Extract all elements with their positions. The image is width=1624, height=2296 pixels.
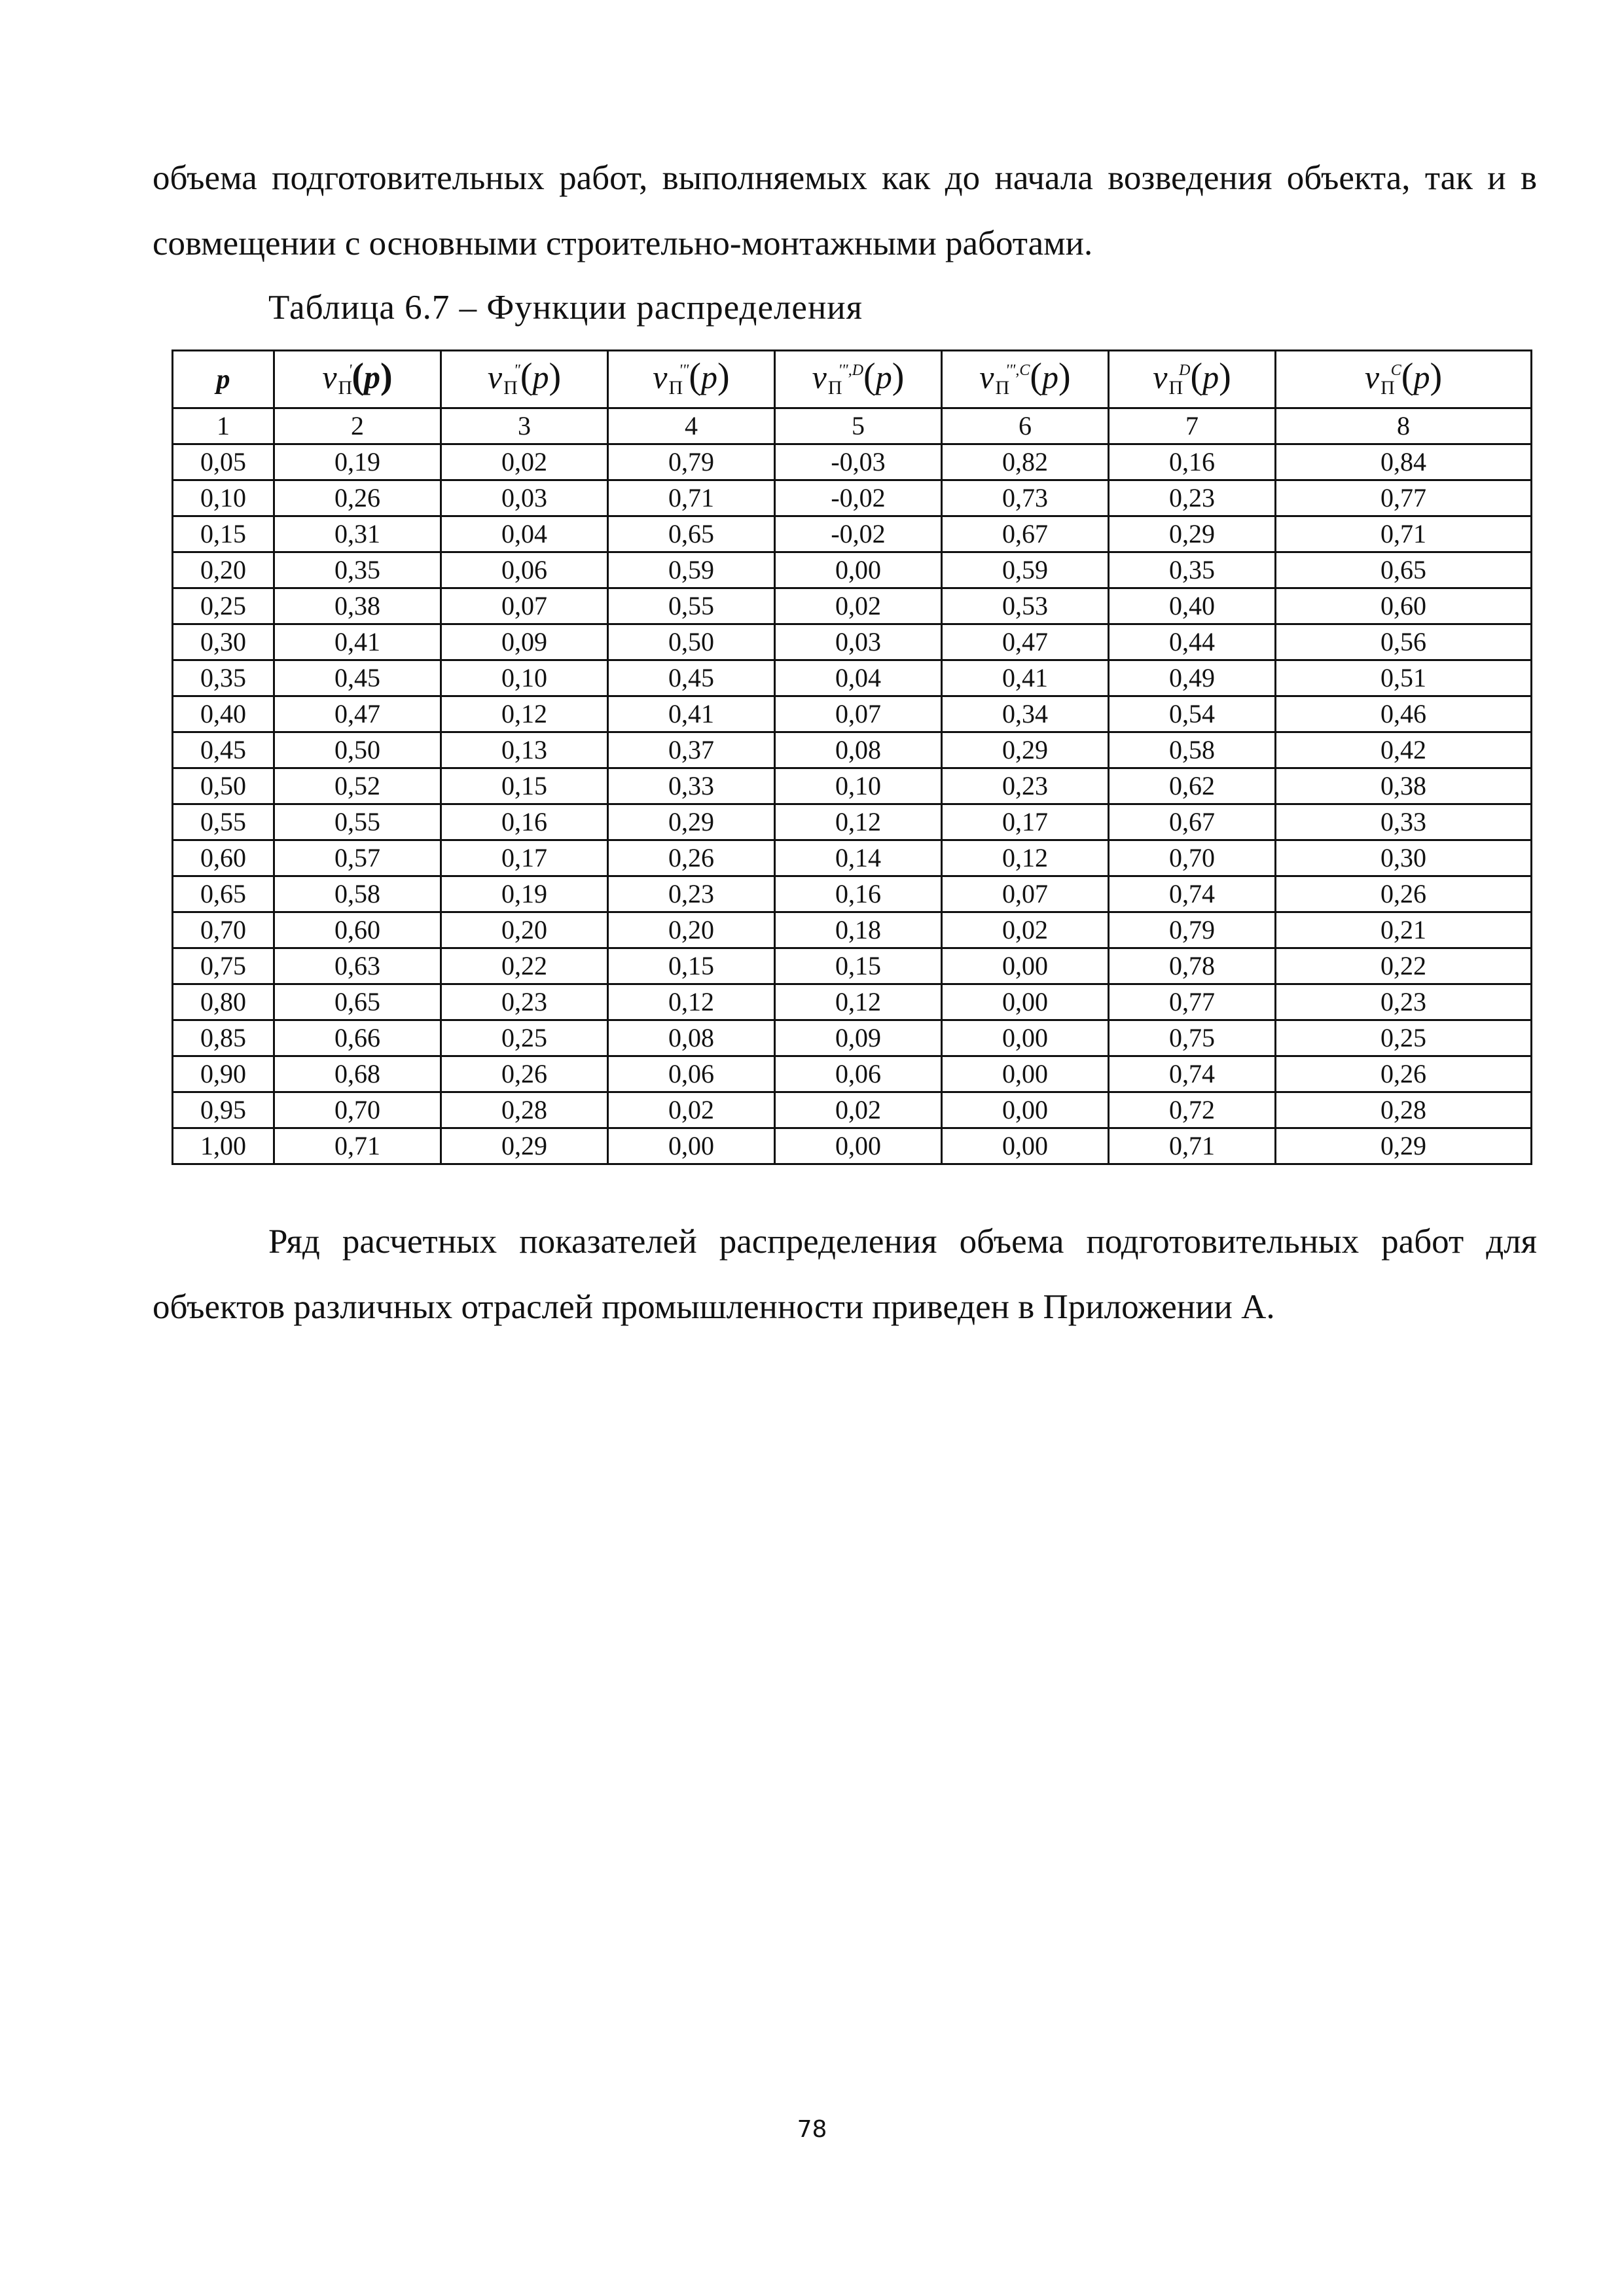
table-cell: 0,50 bbox=[173, 768, 274, 804]
table-cell: 0,55 bbox=[608, 588, 775, 624]
table-cell: 0,02 bbox=[441, 444, 608, 480]
header-col-6: $v_П^{'",C}(p)$ bbox=[942, 351, 1109, 408]
table-cell: 0,09 bbox=[441, 624, 608, 660]
table-cell: 0,44 bbox=[1109, 624, 1276, 660]
table-cell: 0,29 bbox=[441, 1128, 608, 1164]
table-row bbox=[173, 840, 1532, 876]
table-cell: 0,59 bbox=[942, 552, 1109, 588]
table-cell: 0,16 bbox=[1109, 444, 1276, 480]
table-row bbox=[173, 480, 1532, 516]
table-cell: 0,63 bbox=[274, 948, 441, 984]
table-cell: 0,02 bbox=[775, 1092, 942, 1128]
table-cell: 0,07 bbox=[441, 588, 608, 624]
table-cell: -0,02 bbox=[775, 480, 942, 516]
table-cell: 0,31 bbox=[274, 516, 441, 552]
table-cell: 6 bbox=[942, 408, 1109, 444]
table-cell: 0,45 bbox=[173, 732, 274, 768]
table-cell: 2 bbox=[274, 408, 441, 444]
table-cell: 0,07 bbox=[775, 696, 942, 732]
table-cell: 0,12 bbox=[775, 804, 942, 840]
table-cell: 0,41 bbox=[274, 624, 441, 660]
table-row bbox=[173, 624, 1532, 660]
table-cell: 0,45 bbox=[274, 660, 441, 696]
table-cell: 0,23 bbox=[1276, 984, 1532, 1020]
table-cell: 0,58 bbox=[274, 876, 441, 912]
header-p: p bbox=[173, 351, 274, 408]
table-cell: 0,65 bbox=[608, 516, 775, 552]
table-cell: 0,17 bbox=[942, 804, 1109, 840]
table-row bbox=[173, 948, 1532, 984]
table-cell: 0,33 bbox=[1276, 804, 1532, 840]
table-cell: 0,42 bbox=[1276, 732, 1532, 768]
table-cell: 0,80 bbox=[173, 984, 274, 1020]
table-cell: 0,49 bbox=[1109, 660, 1276, 696]
table-cell: 0,75 bbox=[173, 948, 274, 984]
table-cell: 0,70 bbox=[173, 912, 274, 948]
table-cell: 0,00 bbox=[942, 984, 1109, 1020]
table-row bbox=[173, 552, 1532, 588]
table-cell: 0,00 bbox=[942, 1056, 1109, 1092]
table-cell: 0,52 bbox=[274, 768, 441, 804]
table-cell: 0,67 bbox=[942, 516, 1109, 552]
table-cell: 0,95 bbox=[173, 1092, 274, 1128]
table-cell: 0,79 bbox=[608, 444, 775, 480]
table-cell: 0,00 bbox=[942, 1020, 1109, 1056]
table-row bbox=[173, 1056, 1532, 1092]
table-cell: 0,58 bbox=[1109, 732, 1276, 768]
table-cell: 0,00 bbox=[775, 1128, 942, 1164]
table-cell: 0,56 bbox=[1276, 624, 1532, 660]
table-cell: 0,29 bbox=[1109, 516, 1276, 552]
table-cell: 0,00 bbox=[942, 1092, 1109, 1128]
table-cell: 0,15 bbox=[608, 948, 775, 984]
table-cell: 0,09 bbox=[775, 1020, 942, 1056]
table-cell: 3 bbox=[441, 408, 608, 444]
table-cell: 0,10 bbox=[173, 480, 274, 516]
table-cell: 0,55 bbox=[274, 804, 441, 840]
table-cell: 0,12 bbox=[608, 984, 775, 1020]
table-cell: 0,35 bbox=[1109, 552, 1276, 588]
table-cell: 0,20 bbox=[441, 912, 608, 948]
table-cell: 0,26 bbox=[274, 480, 441, 516]
table-cell: 0,38 bbox=[1276, 768, 1532, 804]
table-cell: 0,04 bbox=[775, 660, 942, 696]
table-cell: 0,15 bbox=[441, 768, 608, 804]
table-row bbox=[173, 804, 1532, 840]
table-cell: 0,00 bbox=[775, 552, 942, 588]
table-cell: 1 bbox=[173, 408, 274, 444]
table-cell: 0,40 bbox=[1109, 588, 1276, 624]
table-cell: 0,47 bbox=[274, 696, 441, 732]
table-row bbox=[173, 912, 1532, 948]
table-cell: 0,41 bbox=[942, 660, 1109, 696]
table-cell: 0,35 bbox=[173, 660, 274, 696]
table-cell: 0,19 bbox=[274, 444, 441, 480]
table-cell: 0,05 bbox=[173, 444, 274, 480]
table-cell: 0,10 bbox=[775, 768, 942, 804]
table-cell: 0,21 bbox=[1276, 912, 1532, 948]
page-number: 78 bbox=[797, 2116, 827, 2143]
header-col-4: $v_П^{'"}(p)$ bbox=[608, 351, 775, 408]
paragraph-top: объема подготовительных работ, выполняемых как до начала возведения объекта, так и в совмещении с основными строительно-монтажными работами. bbox=[153, 159, 1537, 262]
table-row bbox=[173, 768, 1532, 804]
table-cell: 0,85 bbox=[173, 1020, 274, 1056]
table-cell: 0,75 bbox=[1109, 1020, 1276, 1056]
table-cell: 0,30 bbox=[1276, 840, 1532, 876]
table-cell: 0,34 bbox=[942, 696, 1109, 732]
table-cell: 0,16 bbox=[775, 876, 942, 912]
table-cell: 0,16 bbox=[441, 804, 608, 840]
table-cell: 0,04 bbox=[441, 516, 608, 552]
table-cell: 0,82 bbox=[942, 444, 1109, 480]
table-cell: 0,71 bbox=[274, 1128, 441, 1164]
table-cell: 0,60 bbox=[173, 840, 274, 876]
paragraph-bottom: Ряд расчетных показателей распределения объема подготовительных работ для объектов различных отраслей промышленности приведен в Приложении А. bbox=[153, 1223, 1537, 1326]
table-row bbox=[173, 696, 1532, 732]
distribution-functions-table bbox=[171, 350, 1532, 1165]
table-cell: 0,67 bbox=[1109, 804, 1276, 840]
table-cell: 0,10 bbox=[441, 660, 608, 696]
table-cell: 0,08 bbox=[608, 1020, 775, 1056]
table-cell: 0,40 bbox=[173, 696, 274, 732]
table-row bbox=[173, 732, 1532, 768]
table-cell: 0,19 bbox=[441, 876, 608, 912]
table-cell: 0,29 bbox=[942, 732, 1109, 768]
table-cell: 0,37 bbox=[608, 732, 775, 768]
table-cell: 0,70 bbox=[1109, 840, 1276, 876]
table-cell: 0,12 bbox=[775, 984, 942, 1020]
table-cell: 0,45 bbox=[608, 660, 775, 696]
table-cell: 0,35 bbox=[274, 552, 441, 588]
table-cell: 0,65 bbox=[173, 876, 274, 912]
table-cell: 0,14 bbox=[775, 840, 942, 876]
table-cell: 0,62 bbox=[1109, 768, 1276, 804]
table-cell: 0,06 bbox=[608, 1056, 775, 1092]
table-cell: 0,02 bbox=[942, 912, 1109, 948]
table-cell: 0,02 bbox=[608, 1092, 775, 1128]
table-cell: 0,06 bbox=[441, 552, 608, 588]
header-col-8: $v_П^C(p)$ bbox=[1276, 351, 1532, 408]
table-row bbox=[173, 1092, 1532, 1128]
table-cell: 0,25 bbox=[1276, 1020, 1532, 1056]
table-cell: 5 bbox=[775, 408, 942, 444]
column-number-row bbox=[173, 408, 1532, 444]
table-cell: 0,26 bbox=[441, 1056, 608, 1092]
table-cell: 0,00 bbox=[608, 1128, 775, 1164]
table-cell: 0,28 bbox=[441, 1092, 608, 1128]
table-row bbox=[173, 876, 1532, 912]
table-row bbox=[173, 444, 1532, 480]
table-cell: 0,54 bbox=[1109, 696, 1276, 732]
table-cell: -0,02 bbox=[775, 516, 942, 552]
table-cell: 0,15 bbox=[173, 516, 274, 552]
table-cell: 0,26 bbox=[1276, 1056, 1532, 1092]
table-cell: 0,73 bbox=[942, 480, 1109, 516]
table-cell: 0,84 bbox=[1276, 444, 1532, 480]
table-header-row bbox=[173, 351, 1532, 408]
header-col-7: $v_П^D(p)$ bbox=[1109, 351, 1276, 408]
table-cell: 0,77 bbox=[1109, 984, 1276, 1020]
table-cell: 8 bbox=[1276, 408, 1532, 444]
table-cell: 0,03 bbox=[775, 624, 942, 660]
table-cell: 0,18 bbox=[775, 912, 942, 948]
table-cell: 0,17 bbox=[441, 840, 608, 876]
table-cell: 0,00 bbox=[942, 1128, 1109, 1164]
table-row bbox=[173, 660, 1532, 696]
table-cell: 0,22 bbox=[441, 948, 608, 984]
table-cell: 0,33 bbox=[608, 768, 775, 804]
table-cell: 0,41 bbox=[608, 696, 775, 732]
table-cell: 0,28 bbox=[1276, 1092, 1532, 1128]
table-cell: 0,50 bbox=[274, 732, 441, 768]
table-cell: 0,00 bbox=[942, 948, 1109, 984]
header-col-2: $v_П'(p)$ bbox=[274, 351, 441, 408]
table-row bbox=[173, 1128, 1532, 1164]
table-cell: 0,25 bbox=[441, 1020, 608, 1056]
table-caption: Таблица 6.7 – Функции распределения bbox=[268, 289, 863, 327]
table-cell: 0,65 bbox=[274, 984, 441, 1020]
table-cell: 0,46 bbox=[1276, 696, 1532, 732]
table-cell: 0,23 bbox=[441, 984, 608, 1020]
table-cell: 0,38 bbox=[274, 588, 441, 624]
header-col-5: $v_П^{'",D}(p)$ bbox=[775, 351, 942, 408]
table-cell: 0,29 bbox=[608, 804, 775, 840]
table-cell: 0,23 bbox=[608, 876, 775, 912]
table-cell: 0,26 bbox=[1276, 876, 1532, 912]
table-cell: 0,90 bbox=[173, 1056, 274, 1092]
table-body bbox=[173, 408, 1532, 1164]
table-cell: 0,12 bbox=[942, 840, 1109, 876]
table-cell: 0,20 bbox=[173, 552, 274, 588]
table-cell: 0,30 bbox=[173, 624, 274, 660]
table-cell: 0,59 bbox=[608, 552, 775, 588]
table-cell: 0,68 bbox=[274, 1056, 441, 1092]
table-cell: 0,71 bbox=[608, 480, 775, 516]
table-cell: 4 bbox=[608, 408, 775, 444]
table-cell: 0,60 bbox=[1276, 588, 1532, 624]
table-cell: 0,20 bbox=[608, 912, 775, 948]
table-row bbox=[173, 984, 1532, 1020]
table-cell: 0,23 bbox=[942, 768, 1109, 804]
table-cell: 0,47 bbox=[942, 624, 1109, 660]
table-cell: 0,71 bbox=[1276, 516, 1532, 552]
table-row bbox=[173, 1020, 1532, 1056]
header-col-3: $v_П^"(p)$ bbox=[441, 351, 608, 408]
table-cell: 0,74 bbox=[1109, 876, 1276, 912]
table-cell: -0,03 bbox=[775, 444, 942, 480]
table-cell: 0,13 bbox=[441, 732, 608, 768]
table-cell: 0,07 bbox=[942, 876, 1109, 912]
table-cell: 0,66 bbox=[274, 1020, 441, 1056]
table-cell: 0,55 bbox=[173, 804, 274, 840]
table-cell: 0,79 bbox=[1109, 912, 1276, 948]
table-cell: 0,60 bbox=[274, 912, 441, 948]
table-cell: 0,65 bbox=[1276, 552, 1532, 588]
table-cell: 7 bbox=[1109, 408, 1276, 444]
table-row bbox=[173, 516, 1532, 552]
table-cell: 0,25 bbox=[173, 588, 274, 624]
table-cell: 0,50 bbox=[608, 624, 775, 660]
table-cell: 0,71 bbox=[1109, 1128, 1276, 1164]
table-cell: 0,03 bbox=[441, 480, 608, 516]
table-cell: 0,08 bbox=[775, 732, 942, 768]
table-cell: 0,23 bbox=[1109, 480, 1276, 516]
table-cell: 0,78 bbox=[1109, 948, 1276, 984]
table-cell: 0,22 bbox=[1276, 948, 1532, 984]
table-cell: 0,77 bbox=[1276, 480, 1532, 516]
table-cell: 1,00 bbox=[173, 1128, 274, 1164]
table-cell: 0,02 bbox=[775, 588, 942, 624]
table-cell: 0,51 bbox=[1276, 660, 1532, 696]
table-cell: 0,29 bbox=[1276, 1128, 1532, 1164]
table-cell: 0,26 bbox=[608, 840, 775, 876]
table-cell: 0,53 bbox=[942, 588, 1109, 624]
table-cell: 0,06 bbox=[775, 1056, 942, 1092]
table-cell: 0,72 bbox=[1109, 1092, 1276, 1128]
table-cell: 0,15 bbox=[775, 948, 942, 984]
table-cell: 0,57 bbox=[274, 840, 441, 876]
table-cell: 0,74 bbox=[1109, 1056, 1276, 1092]
table-cell: 0,12 bbox=[441, 696, 608, 732]
table-cell: 0,70 bbox=[274, 1092, 441, 1128]
table-row bbox=[173, 588, 1532, 624]
